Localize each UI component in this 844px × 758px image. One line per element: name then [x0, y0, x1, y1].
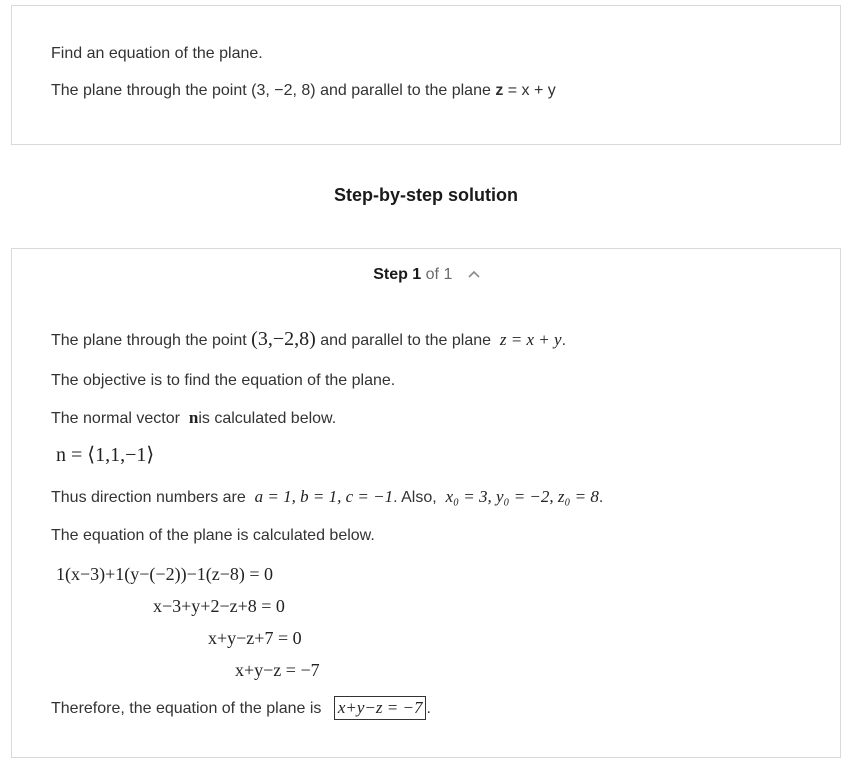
solution-final-end: .: [426, 700, 431, 717]
normal-vector-symbol: n: [188, 408, 199, 427]
solution-line-3-prefix: The normal vector: [51, 410, 185, 427]
solution-line-3: [51, 407, 336, 430]
solution-line-5: [51, 486, 603, 509]
solution-point: (3,−2,8): [251, 328, 316, 350]
solution-line-6: The equation of the plane is calculated below.: [51, 527, 375, 544]
solution-final-line: [51, 696, 431, 720]
question-detail-text: The plane through the point (3, −2, 8) and parallel to the plane: [51, 82, 496, 99]
solution-line-2: The objective is to find the equation of the plane.: [51, 372, 396, 389]
point-coordinates: x₀ = 3, y₀ = −2, z₀ = 8: [445, 487, 599, 506]
step-of-label: of 1: [425, 266, 453, 283]
solution-plane-eq: z = x + y: [499, 330, 562, 349]
solution-card: [11, 248, 841, 758]
solution-line-1-prefix: The plane through the point: [51, 332, 252, 349]
step-header[interactable]: [12, 266, 842, 284]
question-prompt: Find an equation of the plane.: [51, 45, 263, 62]
solution-line-5-middle: . Also,: [393, 489, 442, 506]
question-detail-eq: = x + y: [503, 82, 556, 99]
chevron-up-icon[interactable]: [467, 266, 481, 276]
solution-final-prefix: Therefore, the equation of the plane is: [51, 700, 326, 717]
equation-step-4: x+y−z = −7: [235, 660, 320, 680]
solution-line-1: [51, 328, 566, 352]
step-label: Step 1: [373, 266, 422, 283]
final-answer-box: x+y−z = −7: [334, 696, 427, 720]
solution-line-5-end: .: [598, 489, 604, 506]
solution-line-1-end: .: [561, 332, 567, 349]
solution-line-1-middle: and parallel to the plane: [315, 332, 496, 349]
solution-line-5-prefix: Thus direction numbers are: [51, 489, 251, 506]
question-card: [11, 5, 841, 145]
normal-vector-equation: n = ⟨1,1,−1⟩: [56, 444, 155, 466]
solution-line-3-suffix: is calculated below.: [198, 410, 337, 427]
equation-step-2: x−3+y+2−z+8 = 0: [153, 596, 285, 616]
section-title: Step-by-step solution: [334, 185, 518, 205]
equation-step-1: 1(x−3)+1(y−(−2))−1(z−8) = 0: [56, 564, 274, 584]
equation-step-3: x+y−z+7 = 0: [208, 628, 302, 648]
question-detail: [51, 81, 556, 101]
question-detail-z: z: [495, 82, 504, 99]
direction-numbers: a = 1, b = 1, c = −1: [254, 487, 394, 506]
